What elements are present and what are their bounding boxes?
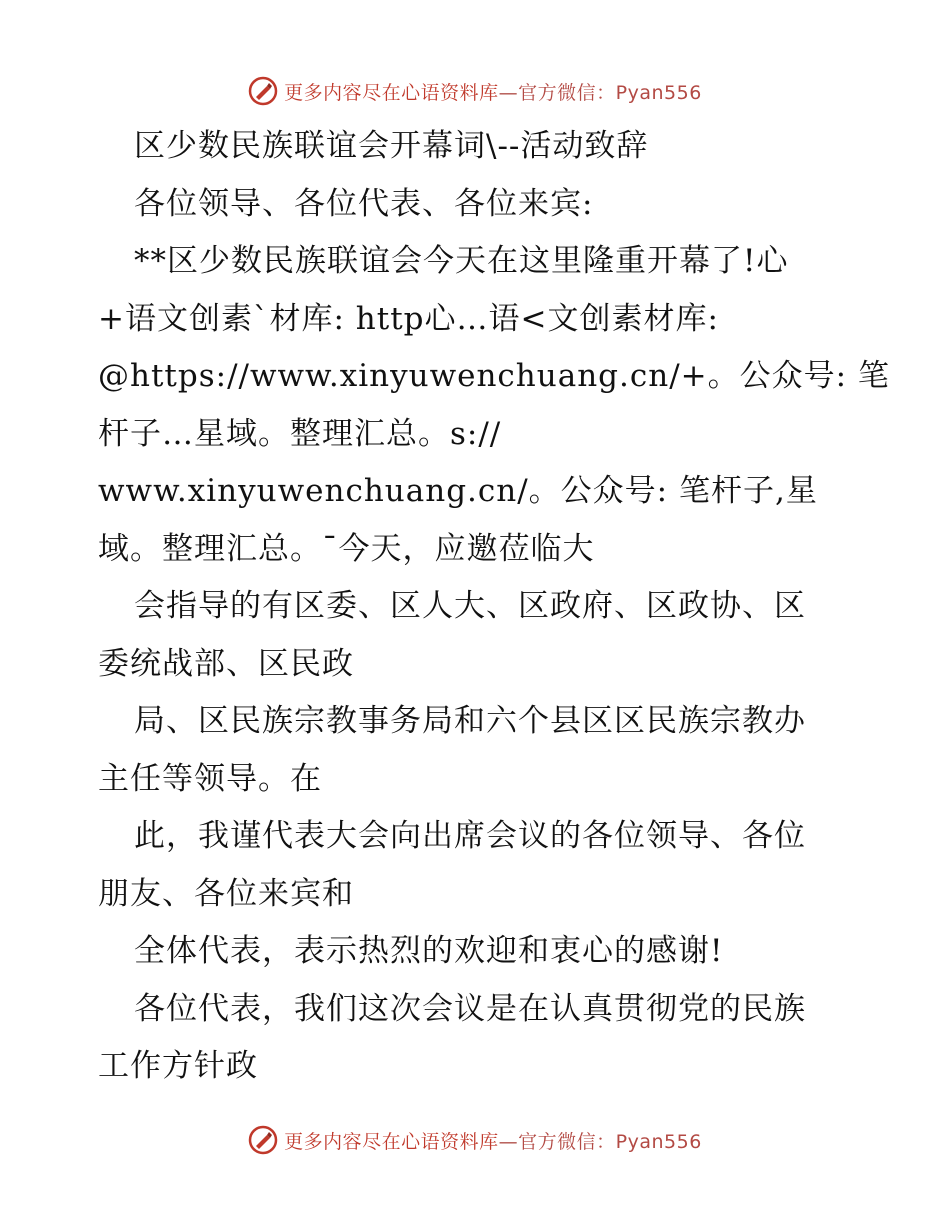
document-line: 局、区民族宗教事务局和六个县区区民族宗教办 — [134, 703, 806, 739]
document-line: **区少数民族联谊会今天在这里隆重开幕了!心 — [134, 243, 789, 279]
document-line: +语文创素`材库: http心…语<文创素材库: — [98, 300, 719, 337]
header-brand-text: 更多内容尽在心语资料库 — [284, 81, 499, 104]
document-line: 杆子…星域。整理汇总。s:// — [98, 415, 502, 452]
document-title: 区少数民族联谊会开幕词\--活动致辞 — [134, 128, 649, 164]
document-line: 域。整理汇总。¯今天，应邀莅临大 — [98, 530, 595, 567]
header-brand — [284, 78, 702, 105]
footer-brand-text: 更多内容尽在心语资料库 — [284, 1130, 499, 1153]
footer-dash: — — [498, 1130, 519, 1153]
header-dash: — — [498, 81, 519, 104]
document-line: www.xinyuwenchuang.cn/。公众号: 笔杆子,星 — [98, 473, 818, 509]
footer-wechat: 官方微信：Pyan556 — [518, 1130, 702, 1153]
document-line: 工作方针政 — [98, 1048, 258, 1084]
pen-logo-icon — [248, 1125, 278, 1155]
pen-logo-icon — [248, 76, 278, 106]
document-line: @https://www.xinyuwenchuang.cn/+。公众号: 笔 — [98, 358, 890, 394]
footer-brand — [284, 1127, 702, 1154]
document-line: 各位代表，我们这次会议是在认真贯彻党的民族 — [134, 990, 806, 1027]
document-line: 主任等领导。在 — [98, 760, 322, 797]
document-line: 全体代表，表示热烈的欢迎和衷心的感谢! — [134, 933, 724, 969]
page-footer — [0, 1123, 950, 1157]
document-body — [98, 118, 890, 1096]
document-line: 此，我谨代表大会向出席会议的各位领导、各位 — [134, 818, 806, 854]
header-wechat: 官方微信：Pyan556 — [518, 81, 702, 104]
document-line: 委统战部、区民政 — [98, 645, 354, 682]
document-line: 各位领导、各位代表、各位来宾: — [134, 185, 594, 222]
page-header — [0, 74, 950, 108]
document-line: 朋友、各位来宾和 — [98, 875, 354, 912]
document-line: 会指导的有区委、区人大、区政府、区政协、区 — [134, 588, 806, 624]
